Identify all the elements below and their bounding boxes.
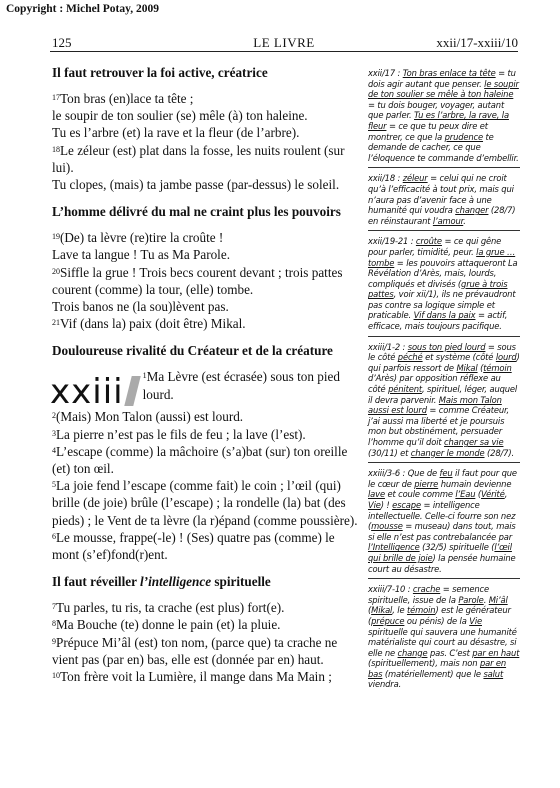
verse-number: 5: [52, 480, 56, 490]
verse-text: Ton bras (en)lace ta tête ;: [60, 91, 194, 106]
verse-number: 6: [52, 531, 56, 541]
margin-note: xxii/17 : Ton bras enlace ta tête = tu dois agir autant que penser. le soupir de ton soulier se mêle à ton haleine = tu dois bouger, voyager, autant que parler. Tu es l’arbre, la rave, la fleur = ce que tu peux dire et montrer, ce que la prudence te demande de cacher, ce que l’éloquence te commande d’embellir.: [368, 68, 520, 168]
verse-text: Tu clopes, (mais) ta jambe passe (par-dessus) le soleil.: [52, 177, 340, 193]
verse-text: Ma Bouche (te) donne le pain (et) la pluie.: [56, 617, 281, 633]
section-title: L’homme délivré du mal ne craint plus les pouvoirs: [52, 204, 341, 220]
chapter-marker: [50, 372, 137, 413]
verse-number: 20: [52, 266, 60, 276]
section-intelligence: [52, 573, 364, 685]
verse-text: L’escape (comme) la mâchoire (s’a)bat (sur) ton oreille (et) ton œil.: [52, 443, 348, 477]
verse-text: La pierre n’est pas le fils de feu ; la lave (l’est).: [56, 426, 306, 442]
verse-text: Trois banos ne (la sou)lèvent pas.: [52, 299, 229, 315]
verse-line: [52, 529, 364, 563]
section-active-faith: [52, 64, 364, 193]
copyright-notice: Copyright : Michel Potay, 2009: [6, 3, 159, 15]
section-rivalry: [52, 342, 364, 563]
verse-number: 21: [52, 318, 60, 328]
verse-line: [52, 426, 364, 443]
section-title: Il faut retrouver la foi active, créatrice: [52, 65, 268, 80]
verse-line: [52, 634, 364, 668]
verse-text: Ton frère voit la Lumière, il mange dans Ma Main ;: [60, 669, 332, 685]
verse-number: 2: [52, 411, 56, 421]
margin-note: xxii/19-21 : croûte = ce qui gêne pour parler, timidité, peur. la grue … tombe = les pouvoirs attaqueront La Révélation d’Arès, mais, lourds, compliqués et divisés (grue à trois pattes, voir xii/1), ils ne prévaudront pas contre sa logique simple et praticable. Vif dans la paix = actif, efficace, mais toujours pacifique.: [368, 236, 520, 336]
verse-text: Tu es l’arbre (et) la rave et la fleur (de l’arbre).: [52, 125, 300, 141]
verse-text: (Mais) Mon Talon (aussi) est lourd.: [56, 409, 244, 425]
chapter-slash-mark: [124, 376, 140, 406]
main-text: [52, 64, 364, 695]
verse-number: 17: [52, 93, 60, 102]
verse-line: [52, 229, 364, 246]
section-delivered-man: [52, 203, 364, 332]
verse-line: [52, 315, 364, 332]
verse-number: 19: [52, 232, 60, 242]
verse-line: [52, 616, 364, 633]
verse-text: Siffle la grue ! Trois becs courent devant ; trois pattes courent (comme) la tour, (elle) tombe.: [52, 264, 343, 297]
margin-note: xxii/18 : zéleur = celui qui ne croit qu’à l’efficacité à tout prix, mais qui n’aura pas d’avenir face à une humanité qui voudra changer (28/7) en réinstaurant l’amour.: [368, 173, 520, 231]
verse-line: [52, 668, 364, 685]
verse-number: 3: [52, 428, 56, 438]
verse-line: [52, 107, 364, 124]
verse-text: Tu parles, tu ris, ta crache (est plus) fort(e).: [56, 600, 285, 616]
verse-line: [52, 477, 364, 529]
book-title: LE LIVRE: [253, 35, 315, 50]
verse-reference: xxii/17-xxiii/10: [436, 35, 518, 50]
verse-line: [52, 246, 364, 263]
page-number: 125: [52, 35, 72, 50]
margin-note: xxiii/3-6 : Que de feu il faut pour que le cœur de pierre humain devienne lave et coule comme l’Eau (Vérité, Vie) ! escape = intelligence intellectuelle. Celle-ci fourre son nez (mousse = museau) dans tout, mais si elle n’est pas contrebalancée par l’Intelligence (32/5) spirituelle (l’œil qui brille de joie) la pensée humaine court au désastre.: [368, 468, 520, 579]
verse-text: le soupir de ton soulier (se) mêle (à) ton haleine.: [52, 108, 308, 124]
margin-note: xxiii/7-10 : crache = semence spirituelle, issue de la Parole. Mi’âl (Mikal, le témoin) est le générateur (prépuce ou pénis) de la Vie spirituelle qui sauvera une humanité matérialiste qui court au désastre, si elle ne change pas. C’est par en haut (spirituellement), mais non par en bas (matériellement) que le salut viendra.: [368, 584, 520, 690]
verse-line: [52, 176, 364, 193]
verse-line: [52, 599, 364, 616]
section-title: Il faut réveiller l’intelligence spirituelle: [52, 574, 271, 590]
verse-number: 8: [52, 619, 56, 629]
section-title: Douloureuse rivalité du Créateur et de la créature: [52, 343, 333, 359]
margin-note: xxiii/1-2 : sous ton pied lourd = sous le côté péché et système (côté lourd) qui parfois ressort de Mikal (témoin d’Arès) par opposition réflexe au côté pénitent, spirituel, léger, auquel il devra parvenir. Mais mon Talon aussi est lourd = comme Créateur, j’ai aussi ma liberté et je poursuis mon but obstinément, persuader l’homme qu’il doit changer sa vie (30/11) et changer le monde (28/7).: [368, 342, 520, 464]
verse-line: [52, 124, 364, 141]
verse-text: Vif (dans la) paix (doit être) Mikal.: [60, 316, 246, 332]
verse-line: [52, 142, 364, 176]
verse-text: Le zéleur (est) plat dans la fosse, les nuits roulent (sur lui).: [52, 142, 345, 175]
verse-text: Ma Lèvre (est écrasée) sous ton pied lourd.: [142, 369, 340, 402]
verse-text: Le mousse, frappe(-le) ! (Ses) quatre pas (comme) le mont (s’ef)fond(r)ent.: [52, 529, 335, 563]
verse-text: (De) ta lèvre (re)tire la croûte !: [60, 230, 224, 246]
verse-line: [52, 90, 364, 107]
verse-line: [50, 368, 364, 413]
verse-line: [52, 264, 364, 298]
verse-line: [52, 443, 364, 477]
verse-text: Prépuce Mi’âl (est) ton nom, (parce que) ta crache ne vient pas (par en) bas, elle est (donnée par en) haut.: [52, 634, 338, 667]
verse-number: 10: [52, 671, 60, 681]
verse-line: [52, 298, 364, 315]
verse-text: Lave ta langue ! Tu as Ma Parole.: [52, 247, 230, 263]
verse-number: 18: [52, 144, 60, 154]
page-header: [50, 33, 518, 52]
verse-line: [52, 408, 364, 425]
margin-notes: [368, 68, 520, 699]
verse-number: 1: [142, 371, 147, 381]
verse-text: La joie fend l’escape (comme fait) le coin ; l’œil (qui) brille (de joie) brûle (l’escape) ; la rondelle (la) bat (des pieds) ; le Vent de ta lèvre (la r)épand (comme poussière).: [52, 478, 358, 528]
verse-number: 7: [52, 602, 56, 612]
chapter-number: xxiii: [50, 372, 124, 413]
verse-number: 9: [52, 636, 56, 646]
verse-number: 4: [52, 445, 56, 455]
